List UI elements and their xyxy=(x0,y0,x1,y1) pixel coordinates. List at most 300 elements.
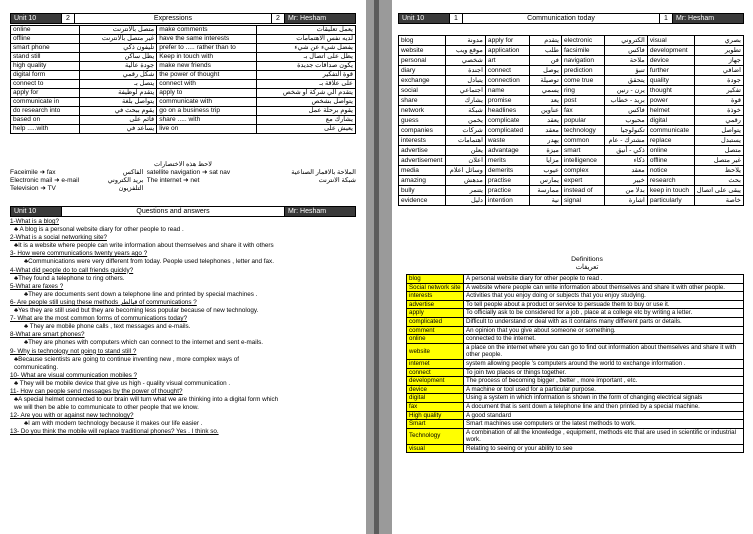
vocab-en: advertise xyxy=(399,146,446,156)
vocab-ar: اعلان xyxy=(445,156,485,166)
vocab-ar: دليل xyxy=(445,196,485,206)
vocab-row xyxy=(399,196,744,206)
vocab-en: research xyxy=(647,176,694,186)
definition-row xyxy=(407,317,744,326)
definition-text: Relating to seeing or your ability to see xyxy=(464,444,744,453)
vocab-ar: يتواصل xyxy=(694,126,743,136)
vocab-en: electronic xyxy=(561,36,604,46)
vocab-en: social xyxy=(399,86,446,96)
definition-text: A document that is sent down a telephone line and then printed by a special machine. xyxy=(464,402,744,411)
vocab-en: instead of xyxy=(561,186,604,196)
vocab-ar: تطوير xyxy=(694,46,743,56)
vocab-en: technology xyxy=(561,126,604,136)
definition-row xyxy=(407,309,744,318)
vocab-en: complicate xyxy=(485,116,529,126)
expression-ar: يظل على اتصال بـ xyxy=(257,53,356,62)
vocab-ar: يتحقق xyxy=(605,76,648,86)
expression-ar: يتواصل بلغة xyxy=(79,98,157,107)
question: 10- What are visual communication mobiles ? xyxy=(10,371,138,379)
vocab-en: development xyxy=(647,46,694,56)
vocab-en: waste xyxy=(485,136,529,146)
vocab-row xyxy=(399,76,744,86)
vocab-ar: يرن - رنين xyxy=(605,86,648,96)
answer: ♣Communications were very different from today. People used telephones , letter and fax. xyxy=(24,258,274,266)
vocab-ar: فاكس xyxy=(605,106,648,116)
vocab-ar: يشارك xyxy=(445,96,485,106)
answer: ♣They found a telephone to ring others. xyxy=(14,274,125,282)
expression-row xyxy=(11,53,356,62)
abbrev-row xyxy=(10,169,356,177)
definition-text: Difficult to understand or deal with as it contains many different parts or details. xyxy=(464,317,744,326)
definition-row xyxy=(407,411,744,420)
qa-unit-label: Unit 10 xyxy=(11,207,61,216)
qa-title: Questions and answers xyxy=(61,207,285,216)
question: 1-What is a blog? xyxy=(10,218,60,225)
abbrev-cell: الفاكس xyxy=(122,169,144,176)
definition-term: device xyxy=(407,385,464,394)
vocab-en: post xyxy=(561,96,604,106)
vocab-en: digital xyxy=(647,116,694,126)
definition-text: system allowing people 's computers around the world to exchange information . xyxy=(464,359,744,368)
vocab-ar: موقع ويب xyxy=(445,46,485,56)
vocab-en: complex xyxy=(561,166,604,176)
expression-en: smart phone xyxy=(11,44,80,53)
expression-en: prefer to ..... rather than to xyxy=(157,44,257,53)
vocab-ar: اجندة xyxy=(445,66,485,76)
vocab-en: particularly xyxy=(647,196,694,206)
question: 11- How can people send messages by the power of thought? xyxy=(10,387,183,395)
abbrev-cell: The internet ➜ net xyxy=(146,177,200,184)
vocab-ar: بحث xyxy=(694,176,743,186)
expression-ar: يتصل بـ xyxy=(79,80,157,89)
vocab-ar: مشترك - عام xyxy=(605,136,648,146)
unit-label: Unit 10 xyxy=(399,14,449,23)
vocab-ar: عيوب xyxy=(530,166,562,176)
vocab-ar: بصري xyxy=(694,36,743,46)
vocab-en: signal xyxy=(561,196,604,206)
expression-ar: قائم على xyxy=(79,116,157,125)
vocab-ar: متصل xyxy=(694,146,743,156)
vocab-en: blog xyxy=(399,36,446,46)
expression-en: connect with xyxy=(157,80,257,89)
page-number-2: 2 xyxy=(271,14,285,23)
expression-en: apply to xyxy=(157,89,257,98)
expression-en: communicate with xyxy=(157,98,257,107)
expression-ar: متصل بالانترنت xyxy=(79,26,157,35)
question: 5-What are faxes ? xyxy=(10,282,64,290)
vocab-ar: يمارس xyxy=(530,176,562,186)
vocab-en: replace xyxy=(647,136,694,146)
question: 13- Do you think the mobile will replace traditional phones? Yes . I think so. xyxy=(10,428,219,436)
answer: ♣They are documents sent down a telephone line and printed by special machines . xyxy=(24,290,258,298)
vocab-en: evidence xyxy=(399,196,446,206)
vocab-ar: اشارة xyxy=(605,196,648,206)
abbreviations-box xyxy=(10,161,356,193)
vocab-en: visual xyxy=(647,36,694,46)
definition-row xyxy=(407,335,744,344)
section-title: Communication today xyxy=(527,15,595,22)
vocab-en: navigation xyxy=(561,56,604,66)
definition-text: The process of becoming bigger , better , more important , etc. xyxy=(464,377,744,386)
definition-row xyxy=(407,420,744,429)
vocab-en: companies xyxy=(399,126,446,136)
vocab-ar: ميزة xyxy=(530,146,562,156)
expression-row xyxy=(11,26,356,35)
definition-text: Using a system in which information is shown in the form of changing electrical signals xyxy=(464,394,744,403)
expression-ar: يتقدم الي شركة أو شخص xyxy=(257,89,356,98)
definition-term: online xyxy=(407,335,464,344)
vocab-en: amazing xyxy=(399,176,446,186)
vocab-ar: يتنمر xyxy=(445,186,485,196)
expression-en: connect to xyxy=(11,80,80,89)
vocab-ar: اجتماعي xyxy=(445,86,485,96)
abbrev-cell: satellite navigation ➜ sat nav xyxy=(146,169,231,176)
vocab-ar: يعقد xyxy=(530,116,562,126)
question: 12- Are you with or against new technology? xyxy=(10,412,134,420)
vocab-ar: بريد - خطاب xyxy=(605,96,648,106)
answer: ♣They are phones with computers which can connect to the internet and sent e-mails. xyxy=(24,339,263,347)
expression-en: high quality xyxy=(11,62,80,71)
expression-en: do research into xyxy=(11,107,80,116)
definition-text: A machine or tool used for a particular purpose. xyxy=(464,385,744,394)
definition-term: fax xyxy=(407,402,464,411)
vocab-ar: اهتمامات xyxy=(445,136,485,146)
expression-row xyxy=(11,107,356,116)
expression-ar: يقوم برحلة عمل xyxy=(257,107,356,116)
vocab-en: prediction xyxy=(561,66,604,76)
page-number-2: 1 xyxy=(659,14,673,23)
vocab-row xyxy=(399,126,744,136)
vocab-en: apply for xyxy=(485,36,529,46)
expression-ar: يظل ساكن xyxy=(79,53,157,62)
qa-list xyxy=(10,218,356,437)
expression-en: apply for xyxy=(11,89,80,98)
definition-text: Smart machines use computers or the latest methods to work. xyxy=(464,420,744,429)
vocab-row xyxy=(399,166,744,176)
vocab-en: personal xyxy=(399,56,446,66)
expression-row xyxy=(11,116,356,125)
vocab-row xyxy=(399,36,744,46)
vocab-ar: يعد xyxy=(530,96,562,106)
definition-term: Smart xyxy=(407,420,464,429)
vocab-en: share xyxy=(399,96,446,106)
expression-en: live on xyxy=(157,125,257,134)
page-divider xyxy=(366,0,392,534)
expression-ar: تليفون ذكي xyxy=(79,44,157,53)
unit-label: Unit 10 xyxy=(11,14,61,23)
vocab-en: notice xyxy=(647,166,694,176)
vocab-en: diary xyxy=(399,66,446,76)
definition-text: A combination of all the knowledge , equipment, methods etc that are used in scientific or industrial work. xyxy=(464,428,744,444)
vocab-ar: يسمي xyxy=(530,86,562,96)
definition-text: An opinion that you give about someone or something. xyxy=(464,326,744,335)
vocab-en: keep in touch xyxy=(647,186,694,196)
vocab-ar: مدهش xyxy=(445,176,485,186)
vocab-en: device xyxy=(647,56,694,66)
vocab-en: thought xyxy=(647,86,694,96)
definition-text: Activities that you enjoy doing or subjects that you enjoy studying. xyxy=(464,292,744,301)
vocab-header xyxy=(398,13,744,24)
expression-en: stand still xyxy=(11,53,80,62)
vocab-row xyxy=(399,66,744,76)
definition-text: connected to the internet. xyxy=(464,335,744,344)
abbrev-cell: Television ➜ TV xyxy=(10,185,56,192)
vocab-ar: اضافي xyxy=(694,66,743,76)
abbrev-cell: شبكة الانترنت xyxy=(318,177,356,184)
expression-en: go on a business trip xyxy=(157,107,257,116)
vocab-en: complicated xyxy=(485,126,529,136)
abbrev-cell xyxy=(147,185,257,193)
expression-en: offline xyxy=(11,35,80,44)
vocab-en: ring xyxy=(561,86,604,96)
expression-ar: على علاقة بـ xyxy=(257,80,356,89)
vocab-row xyxy=(399,186,744,196)
section-title: Expressions xyxy=(153,15,193,22)
vocab-row xyxy=(399,46,744,56)
vocab-ar: مدونة xyxy=(445,36,485,46)
expression-ar: يتقدم لوظيفة xyxy=(79,89,157,98)
vocab-en: online xyxy=(647,146,694,156)
expression-row xyxy=(11,89,356,98)
definition-row xyxy=(407,385,744,394)
answer: ♣ A blog is a personal website diary for other people to read . xyxy=(14,226,184,234)
vocab-en: interests xyxy=(399,136,446,146)
vocab-ar: يستبدل xyxy=(694,136,743,146)
expression-en: online xyxy=(11,26,80,35)
vocab-en: further xyxy=(647,66,694,76)
vocab-row xyxy=(399,106,744,116)
vocab-en: application xyxy=(485,46,529,56)
expression-ar: غير متصل بالانترنت xyxy=(79,35,157,44)
vocab-en: helmet xyxy=(647,106,694,116)
vocab-ar: عناوين xyxy=(530,106,562,116)
expression-row xyxy=(11,62,356,71)
definition-term: connect xyxy=(407,368,464,377)
answer: ♣A special helmet connected to our brain will turn what we are thinking into a digital form which xyxy=(14,396,279,404)
vocab-row xyxy=(399,146,744,156)
vocab-row xyxy=(399,136,744,146)
vocab-en: offline xyxy=(647,156,694,166)
expression-en: make comments xyxy=(157,26,257,35)
vocab-en: name xyxy=(485,86,529,96)
vocab-ar: شبكة xyxy=(445,106,485,116)
vocab-en: demerits xyxy=(485,166,529,176)
expression-ar: قوة التفكير xyxy=(257,71,356,80)
vocab-ar: خاصة xyxy=(694,196,743,206)
definition-term: website xyxy=(407,343,464,359)
abbrev-cell: Electronic mail ➜ e-mail xyxy=(10,177,80,184)
definition-term: comment xyxy=(407,326,464,335)
vocab-en: practice xyxy=(485,186,529,196)
expression-row xyxy=(11,80,356,89)
expressions-table xyxy=(10,25,356,134)
definition-term: development xyxy=(407,377,464,386)
vocab-row xyxy=(399,116,744,126)
vocab-en: come true xyxy=(561,76,604,86)
qa-header xyxy=(10,206,356,217)
vocab-ar: الكتروني xyxy=(605,36,648,46)
qa-teacher-name: Mr: Hesham xyxy=(285,207,355,216)
vocab-ar: يبقى على اتصال xyxy=(694,186,743,196)
vocab-ar: وسائل اعلام xyxy=(445,166,485,176)
vocab-ar: رقمي xyxy=(694,116,743,126)
expression-row xyxy=(11,44,356,53)
definition-row xyxy=(407,402,744,411)
definition-term: Technology xyxy=(407,428,464,444)
vocab-en: connection xyxy=(485,76,529,86)
expression-en: based on xyxy=(11,116,80,125)
expression-row xyxy=(11,35,356,44)
definition-term: Social network site xyxy=(407,283,464,292)
question: 9- Why is technology not going to stand still ? xyxy=(10,347,137,355)
abbrev-cell: الملاحة بالاقمار الصناعية xyxy=(291,169,356,176)
expression-ar: يكون صداقات جديدة xyxy=(257,62,356,71)
definition-text: To officially ask to be considered for a job , place at a college etc by writing a letter. xyxy=(464,309,744,318)
answer: ♣ They will be mobile device that give us high - quality visual communication . xyxy=(14,379,231,387)
answer: ♣Because scientists are going to continue inventing new , more complex ways of xyxy=(14,355,239,363)
abbrev-title: لاحظ هذه الاختصارات xyxy=(154,161,212,168)
vocab-en: connect xyxy=(485,66,529,76)
vocab-ar: شركات xyxy=(445,126,485,136)
vocab-en: media xyxy=(399,166,446,176)
teacher-name: Mr: Hesham xyxy=(285,14,355,23)
vocab-ar: توصيلة xyxy=(530,76,562,86)
vocab-en: bully xyxy=(399,186,446,196)
vocab-ar: فن xyxy=(530,56,562,66)
page-number: 1 xyxy=(449,14,463,23)
left-page xyxy=(0,0,366,534)
expression-ar: يشارك مع xyxy=(257,116,356,125)
vocab-ar: شخصي xyxy=(445,56,485,66)
vocab-ar: خبير xyxy=(605,176,648,186)
vocab-row xyxy=(399,156,744,166)
vocab-en: network xyxy=(399,106,446,116)
vocab-ar: خوذة xyxy=(694,106,743,116)
expression-ar: لديه نفس الاهتمامات xyxy=(257,35,356,44)
abbrev-row xyxy=(10,185,356,193)
definition-term: interests xyxy=(407,292,464,301)
definition-term: advertise xyxy=(407,300,464,309)
answer: ♣I am with modern technology because it makes our life easier . xyxy=(24,420,203,428)
answer: ♣Yes they are still used but they are becoming less popular because of new technology. xyxy=(14,307,259,315)
vocab-en: promise xyxy=(485,96,529,106)
vocab-ar: ذكي - أنيق xyxy=(605,146,648,156)
expression-en: communicate in xyxy=(11,98,80,107)
vocab-ar: يتقدم xyxy=(530,36,562,46)
expression-ar: يعمل تعليقات xyxy=(257,26,356,35)
vocab-ar: محبوب xyxy=(605,116,648,126)
definition-row xyxy=(407,444,744,453)
expression-en: help .....with xyxy=(11,125,80,134)
expression-en: make new friends xyxy=(157,62,257,71)
vocab-en: merits xyxy=(485,156,529,166)
vocab-en: intelligence xyxy=(561,156,604,166)
definition-text: a place on the internet where you can go to find out information about themselves and share it with other people. xyxy=(464,343,744,359)
vocab-en: art xyxy=(485,56,529,66)
vocab-row xyxy=(399,56,744,66)
vocab-ar: معقد xyxy=(605,166,648,176)
vocab-ar: معقد xyxy=(530,126,562,136)
question: 6- Are people still using these methods قبالطر of communications ? xyxy=(10,298,197,306)
expression-en: the power of thought xyxy=(157,71,257,80)
vocab-ar: يعلن xyxy=(445,146,485,156)
answer: ♣ They are mobile phone calls , text messages and e-mails. xyxy=(24,323,191,331)
vocab-ar: جودة xyxy=(694,76,743,86)
expression-ar: يساعد في xyxy=(79,125,157,134)
question: 4-What did people do to call friends quickly? xyxy=(10,266,134,274)
definition-text: A good standard xyxy=(464,411,744,420)
abbrev-row xyxy=(10,177,356,185)
definition-term: visual xyxy=(407,444,464,453)
vocab-ar: ملاحة xyxy=(605,56,648,66)
teacher-name: Mr: Hesham xyxy=(673,14,743,23)
definition-term: blog xyxy=(407,275,464,284)
definition-term: apply xyxy=(407,309,464,318)
expressions-header xyxy=(10,13,356,24)
vocab-row xyxy=(399,96,744,106)
vocab-en: power xyxy=(647,96,694,106)
expression-ar: يتواصل بشخص xyxy=(257,98,356,107)
expression-en: share ..... with xyxy=(157,116,257,125)
vocab-ar: فاكس xyxy=(605,46,648,56)
vocab-en: practise xyxy=(485,176,529,186)
vocab-en: intention xyxy=(485,196,529,206)
definition-row xyxy=(407,428,744,444)
vocab-ar: يوصل xyxy=(530,66,562,76)
vocab-ar: جهاز xyxy=(694,56,743,66)
definition-row xyxy=(407,377,744,386)
definition-row xyxy=(407,275,744,284)
expression-row xyxy=(11,98,356,107)
expression-ar: يعيش على xyxy=(257,125,356,134)
expression-ar: جودة عالية xyxy=(79,62,157,71)
vocab-en: smart xyxy=(561,146,604,156)
abbrev-cell xyxy=(260,185,356,193)
vocab-en: communicate xyxy=(647,126,694,136)
definitions-title: Definitions xyxy=(571,256,603,263)
vocab-en: popular xyxy=(561,116,604,126)
vocab-en: fax xyxy=(561,106,604,116)
definition-row xyxy=(407,359,744,368)
definition-row xyxy=(407,368,744,377)
vocab-ar: تنبؤ xyxy=(605,66,648,76)
expression-row xyxy=(11,125,356,134)
vocab-en: quality xyxy=(647,76,694,86)
definition-term: digital xyxy=(407,394,464,403)
vocab-ar: نية xyxy=(530,196,562,206)
definition-term: High quality xyxy=(407,411,464,420)
expression-ar: شكل رقمي xyxy=(79,71,157,80)
answer: we will then be able to communicate to other people that we know. xyxy=(14,404,199,412)
expression-ar: يفضل شيء عن شيء xyxy=(257,44,356,53)
vocabulary-table xyxy=(398,35,744,206)
definition-text: A website where people can write information about themselves and share it with other people. xyxy=(464,283,744,292)
vocab-ar: يلاحظ xyxy=(694,166,743,176)
definition-text: To tell people about a product or service to persuade them to buy or use it. xyxy=(464,300,744,309)
vocab-en: expert xyxy=(561,176,604,186)
vocab-row xyxy=(399,176,744,186)
vocab-en: website xyxy=(399,46,446,56)
vocab-en: advantage xyxy=(485,146,529,156)
vocab-ar: قوة xyxy=(694,96,743,106)
vocab-ar: مزايا xyxy=(530,156,562,166)
vocab-en: common xyxy=(561,136,604,146)
definitions-table xyxy=(406,274,744,453)
vocab-ar: طلب xyxy=(530,46,562,56)
definition-text: A personal website diary for other people to read . xyxy=(464,275,744,284)
expression-en: Keep in touch with xyxy=(157,53,257,62)
vocab-ar: يتبادل xyxy=(445,76,485,86)
